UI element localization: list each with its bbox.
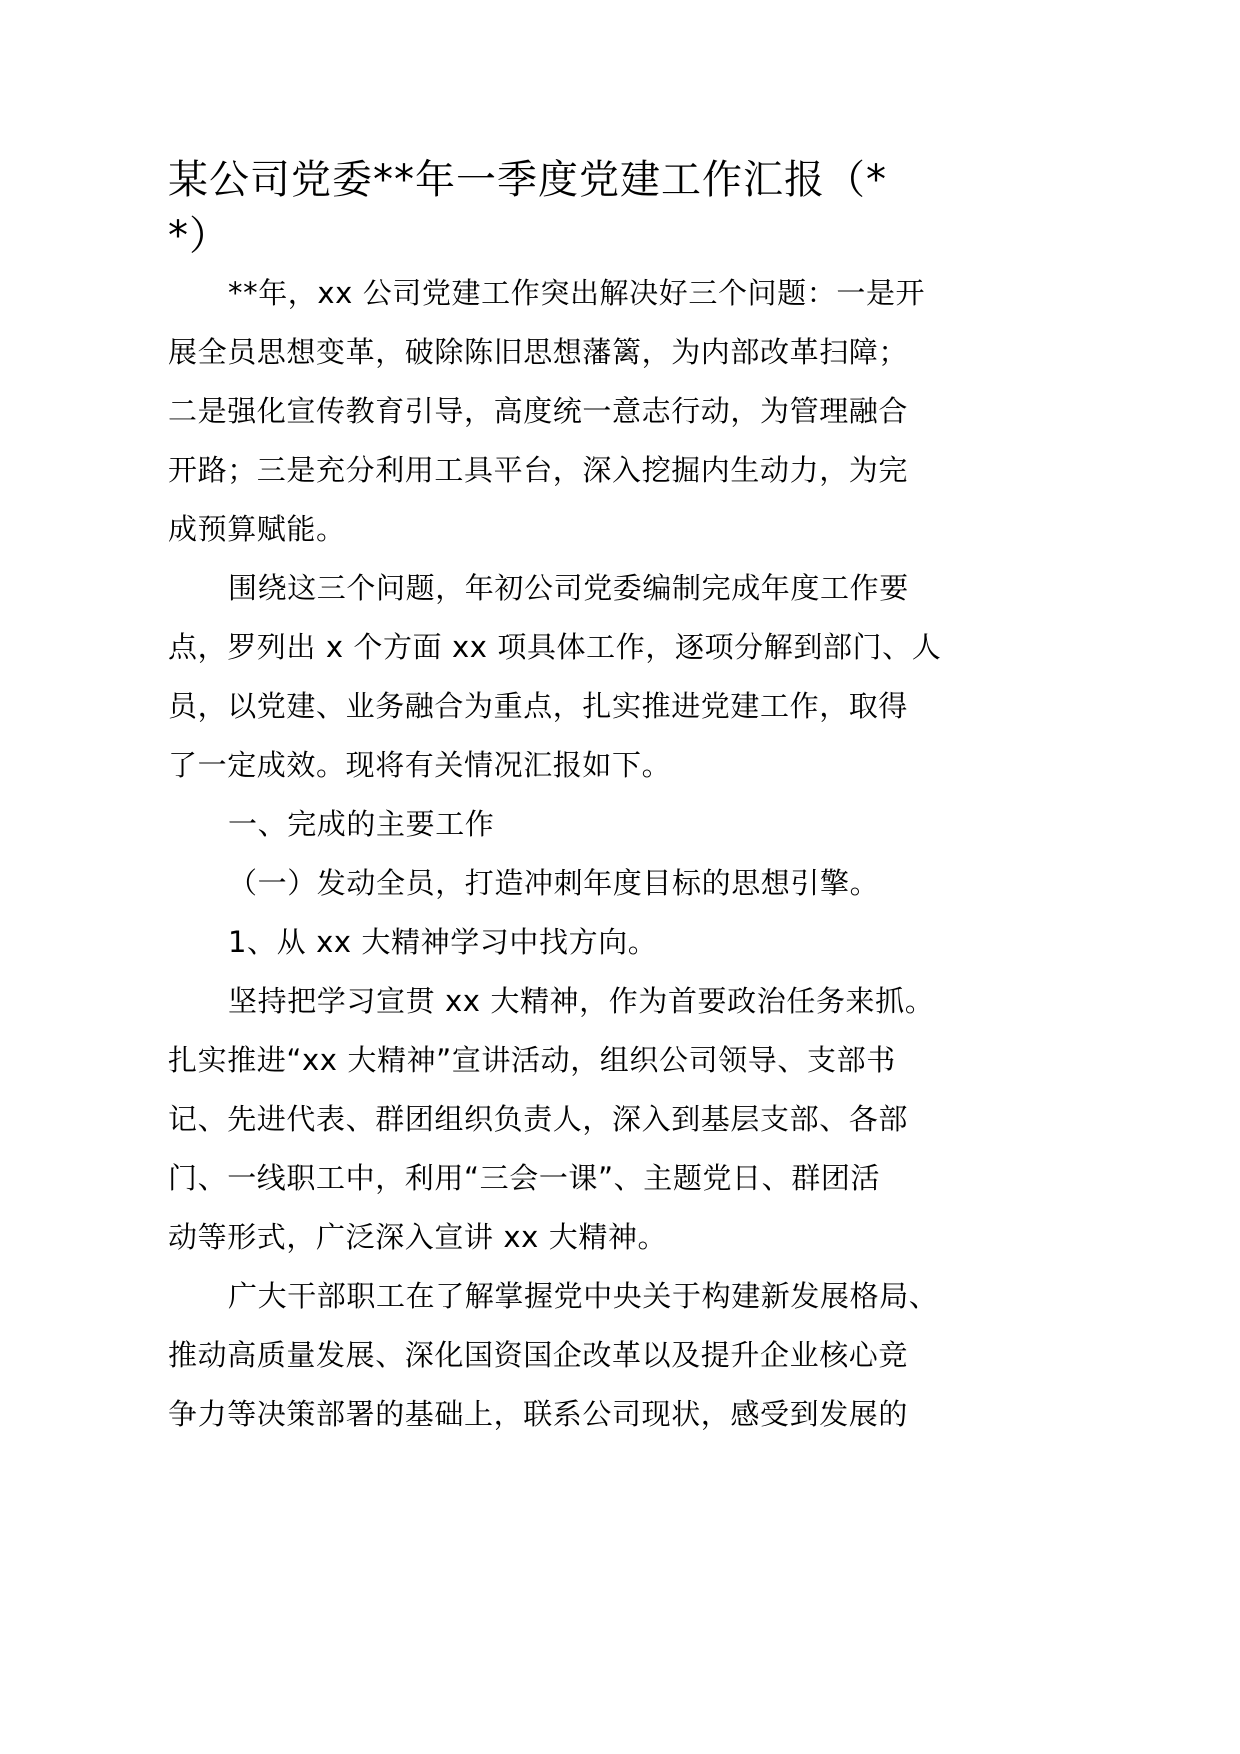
- subsection-heading: （一）发动全员，打造冲刺年度目标的思想引擎。: [228, 866, 880, 900]
- paragraph-study-line: 坚持把学习宣贯 xx 大精神，作为首要政治任务来抓。: [228, 984, 935, 1018]
- paragraph-intro-line: **年，xx 公司党建工作突出解决好三个问题：一是开: [228, 276, 926, 310]
- paragraph-intro-line: 开路；三是充分利用工具平台，深入挖掘内生动力，为完: [168, 453, 909, 487]
- title-line: 某公司党委**年一季度党建工作汇报（*: [168, 157, 887, 203]
- paragraph-study-line: 动等形式，广泛深入宣讲 xx 大精神。: [168, 1220, 668, 1254]
- paragraph-study-line: 记、先进代表、群团组织负责人，深入到基层支部、各部: [168, 1102, 909, 1136]
- paragraph-intro-line: 成预算赋能。: [168, 512, 346, 546]
- paragraph-cadres-line: 推动高质量发展、深化国资国企改革以及提升企业核心竞: [168, 1338, 909, 1372]
- paragraph-study-line: 门、一线职工中，利用“三会一课”、主题党日、群团活: [168, 1161, 881, 1195]
- paragraph-intro-line: 二是强化宣传教育引导，高度统一意志行动，为管理融合: [168, 394, 909, 428]
- item-heading: 1、从 xx 大精神学习中找方向。: [228, 925, 658, 959]
- paragraph-intro-line: 展全员思想变革，破除陈旧思想藩篱，为内部改革扫障；: [168, 335, 909, 369]
- paragraph-overview-line: 点，罗列出 x 个方面 xx 项具体工作，逐项分解到部门、人: [168, 630, 942, 664]
- paragraph-overview-line: 围绕这三个问题，年初公司党委编制完成年度工作要: [228, 571, 909, 605]
- paragraph-study-line: 扎实推进“xx 大精神”宣讲活动，组织公司领导、支部书: [168, 1043, 896, 1077]
- document-title: [168, 152, 968, 264]
- paragraph-overview-line: 了一定成效。现将有关情况汇报如下。: [168, 748, 672, 782]
- paragraph-overview-line: 员，以党建、业务融合为重点，扎实推进党建工作，取得: [168, 689, 909, 723]
- section-heading: 一、完成的主要工作: [228, 807, 495, 841]
- title-line: *）: [168, 213, 230, 259]
- paragraph-cadres-line: 广大干部职工在了解掌握党中央关于构建新发展格局、: [228, 1279, 939, 1313]
- paragraph-cadres-line: 争力等决策部署的基础上，联系公司现状，感受到发展的: [168, 1397, 909, 1431]
- document-body: [168, 264, 1068, 1444]
